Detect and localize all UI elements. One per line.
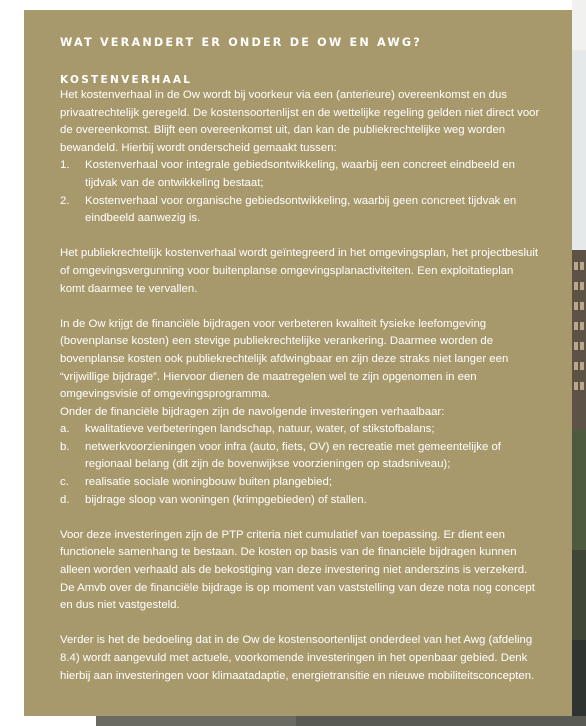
list-marker: d. bbox=[60, 493, 70, 506]
list-item bbox=[60, 157, 540, 192]
list-item-text: bijdrage sloop van woningen (krimpgebieden) of stallen. bbox=[85, 493, 367, 506]
list-marker: c. bbox=[60, 476, 69, 489]
list-item-text: netwerkvoorzieningen voor infra (auto, fiets, OV) en recreatie met gemeentelijke of regionaal belang (dit zijn de bovenwijkse voorzieningen op stadsniveau); bbox=[85, 440, 501, 471]
paragraph-cost-types: Verder is het de bedoeling dat in de Ow de kostensoortenlijst onderdeel van het Awg (afdeling 8.4) wordt aangevuld met actuele, voorkomende investeringen in het openbaar gebied. Denk hierbij aan investeringen voor klimaatadaptie, energietransitie en nieuwe mobiliteitsconcepten. bbox=[60, 634, 535, 682]
lettered-list bbox=[60, 421, 540, 509]
list-item-text: kwalitatieve verbeteringen landschap, natuur, water, of stikstofbalans; bbox=[85, 423, 435, 436]
numbered-list bbox=[60, 157, 540, 227]
list-marker: 2. bbox=[60, 194, 70, 207]
list-item-text: Kostenverhaal voor organische gebiedsontwikkeling, waarbij geen concreet tijdvak en eindbeeld aanwezig is. bbox=[85, 194, 517, 225]
list-item bbox=[60, 439, 540, 474]
list-marker: 1. bbox=[60, 159, 70, 172]
info-panel bbox=[24, 10, 572, 716]
paragraph-investments-intro: Onder de financiële bijdragen zijn de navolgende investeringen verhaalbaar: bbox=[60, 405, 445, 418]
list-item bbox=[60, 492, 540, 510]
section-subtitle: KOSTENVERHAAL bbox=[60, 74, 193, 86]
list-item bbox=[60, 421, 540, 439]
list-item-text: realisatie sociale woningbouw buiten plangebied; bbox=[85, 476, 332, 489]
paragraph-integration: Het publiekrechtelijk kostenverhaal wordt geïntegreerd in het omgevingsplan, het projectbesluit of omgevingsvergunning voor buitenplanse omgevingsplanactiviteiten. Een exploitatieplan komt daarmee te vervallen. bbox=[60, 247, 539, 295]
list-item bbox=[60, 474, 540, 492]
list-marker: a. bbox=[60, 423, 70, 436]
paragraph-ptp-criteria: Voor deze investeringen zijn de PTP criteria niet cumulatief van toepassing. Er dient een functionele samenhang te bestaan. De kosten op basis van de financiële bijdragen kunnen alleen worden verhaald als de bekostiging van deze investering niet anderszins is verzekerd. De Amvb over de financiële bijdrage is op moment van vaststelling van deze nota nog concept en dus niet vastgesteld. bbox=[60, 528, 535, 612]
panel-title: WAT VERANDERT ER ONDER DE OW EN AWG? bbox=[60, 36, 422, 49]
paragraph-financial-contributions: In de Ow krijgt de financiële bijdragen voor verbeteren kwaliteit fysieke leefomgeving (bovenplanse kosten) een stevige publiekrechtelijke verankering. Daarmee worden de bovenplanse kosten ook publiekrechtelijk afdwingbaar en zijn deze straks niet langer een “vrijwillige bijdrage”. Hiervoor dienen de maatregelen wel te zijn opgenomen in een omgevingsvisie of omgevingsprogramma. bbox=[60, 317, 509, 401]
list-marker: b. bbox=[60, 440, 70, 453]
list-item bbox=[60, 193, 540, 228]
list-item-text: Kostenverhaal voor integrale gebiedsontwikkeling, waarbij een concreet eindbeeld en tijdvak van de ontwikkeling bestaat; bbox=[85, 159, 515, 189]
intro-paragraph: Het kostenverhaal in de Ow wordt bij voorkeur via een (anterieure) overeenkomst en dus privaatrechtelijk geregeld. De kostensoortenlijst en de wettelijke regeling gelden niet direct voor de overeenkomst. Blijft een overeenkomst uit, dan kan de publiekrechtelijke weg worden bewandeld. Hierbij wordt onderscheid gemaakt tussen: bbox=[60, 89, 540, 154]
